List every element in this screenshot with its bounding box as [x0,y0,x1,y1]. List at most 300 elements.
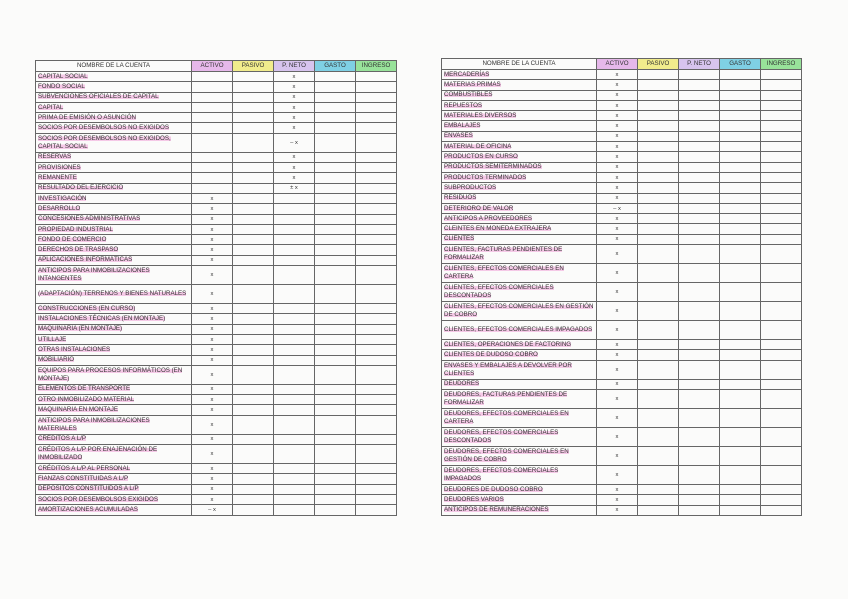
account-name-text: DEPÓSITOS CONSTITUIDOS A L/P [38,485,139,493]
cell-pasivo [233,92,274,102]
cell-activo: x [192,464,233,474]
cell-pneto [679,183,720,193]
cell-activo: x [597,340,638,350]
cell-activo [192,72,233,82]
cell-pneto: x [274,102,315,112]
cell-pasivo [638,505,679,515]
cell-gasto [720,505,761,515]
account-name-text: MAQUINARIA EN MONTAJE [38,406,118,414]
table-row [442,446,802,465]
account-name [442,224,597,234]
account-name-text: CLIENTES, EFECTOS COMERCIALES DESCONTADOS [444,284,554,300]
cell-gasto [315,152,356,162]
cell-ingreso [761,183,802,193]
cell-gasto [315,405,356,415]
account-name [442,360,597,379]
cell-gasto [315,415,356,434]
cell-pasivo [638,90,679,100]
account-name-text: DEUDORES VARIOS [444,495,504,503]
cell-activo: x [192,266,233,285]
cell-pasivo [233,72,274,82]
cell-activo [192,183,233,193]
account-name-text: CLEINTES EN MONEDA EXTRAJERA [444,225,552,233]
account-name-text: PRODUCTOS EN CURSO [444,153,518,161]
cell-ingreso [356,152,397,162]
cell-gasto [720,350,761,360]
cell-activo: x [597,214,638,224]
cell-activo: x [597,484,638,494]
cell-pneto [679,389,720,408]
account-name [36,193,192,203]
cell-pneto: ± x [274,183,315,193]
cell-ingreso [356,334,397,344]
cell-activo: x [597,224,638,234]
cell-activo: x [192,415,233,434]
account-name-text: CRÉDITOS A L/P POR ENAJENACIÓN DE INMOBILIZADO [38,446,158,462]
account-name [36,235,192,245]
cell-gasto [720,183,761,193]
table-row [442,408,802,427]
cell-gasto [315,345,356,355]
cell-pneto [679,152,720,162]
cell-ingreso [761,152,802,162]
cell-pasivo [233,255,274,265]
account-name [442,408,597,427]
account-name-text: CAPITAL SOCIAL [38,72,88,80]
table-row [442,142,802,152]
table-row [36,415,397,434]
cell-gasto [720,90,761,100]
cell-pneto [274,324,315,334]
cell-pneto [679,495,720,505]
cell-ingreso [761,302,802,321]
account-name [442,234,597,244]
cell-ingreso [356,484,397,494]
account-name-text: CLIENTES, EFECTOS COMERCIALES EN CARTERA [444,265,564,281]
cell-activo: x [597,264,638,283]
account-name [442,203,597,213]
cell-activo: x [597,321,638,340]
account-name-text: (ADAPTACIÓN) TERRENOS Y BIENES NATURALES [38,290,187,298]
cell-activo: x [192,224,233,234]
table-row [442,183,802,193]
cell-gasto [315,266,356,285]
cell-ingreso [761,408,802,427]
account-name-text: ENVASES Y EMBALAJES A DEVOLVER POR CLIENTES [444,361,572,377]
cell-pneto [679,427,720,446]
cell-gasto [720,224,761,234]
account-name-text: EQUIPOS PARA PROCESOS INFORMÁTICOS (EN MONTAJE) [38,366,183,382]
cell-pasivo [233,494,274,504]
account-name [442,465,597,484]
account-name-text: COMBUSTIBLES [444,91,493,99]
cell-activo: x [192,204,233,214]
cell-gasto [315,314,356,324]
account-name-text: RESIDUOS [444,194,477,202]
cell-pneto [679,203,720,213]
left-header-row [36,61,397,72]
cell-pasivo [233,133,274,152]
account-name-text: SOCIOS POR DESEMBOLSOS NO EXIGIDOS [38,124,169,132]
table-row [442,465,802,484]
cell-pasivo [638,427,679,446]
table-row [442,224,802,234]
cell-gasto [315,464,356,474]
cell-ingreso [761,264,802,283]
cell-pasivo [233,173,274,183]
cell-pneto: x [274,173,315,183]
account-name-text: CRÉDITOS A L/P AL PERSONAL [38,464,131,472]
cell-pneto [679,172,720,182]
account-name [36,285,192,304]
table-row [442,234,802,244]
cell-gasto [315,193,356,203]
table-row [36,384,397,394]
header-ingreso: INGRESO [356,61,397,72]
account-name [442,321,597,340]
account-name-text: INVESTIGACIÓN [38,194,87,202]
cell-ingreso [356,92,397,102]
cell-gasto [720,152,761,162]
cell-activo: x [192,405,233,415]
table-row [36,204,397,214]
cell-gasto [315,324,356,334]
cell-pasivo [233,304,274,314]
cell-activo: x [597,172,638,182]
cell-gasto [315,474,356,484]
account-name [442,505,597,515]
cell-gasto [720,193,761,203]
table-row [442,203,802,213]
table-row [442,152,802,162]
account-name [36,314,192,324]
account-name [442,100,597,110]
account-name-text: FONDO SOCIAL [38,82,85,90]
table-row [442,505,802,515]
cell-ingreso [356,102,397,112]
table-row [442,484,802,494]
cell-activo: x [597,379,638,389]
cell-activo: x [192,365,233,384]
cell-ingreso [761,379,802,389]
cell-gasto [720,465,761,484]
cell-pasivo [638,203,679,213]
cell-gasto [720,427,761,446]
cell-ingreso [761,203,802,213]
cell-gasto [315,505,356,515]
cell-pneto [274,245,315,255]
cell-pneto [274,415,315,434]
header-pasivo: PASIVO [233,61,274,72]
cell-pneto [274,345,315,355]
cell-activo [192,82,233,92]
table-row [36,405,397,415]
cell-pneto [679,234,720,244]
cell-pneto [274,285,315,304]
cell-pneto [274,224,315,234]
account-name-text: MATERIAL DE OFICINA [444,142,512,150]
cell-pneto [679,214,720,224]
account-name [36,266,192,285]
cell-pneto [274,445,315,464]
account-name-text: CLIENTES [444,235,475,243]
cell-activo: x [597,193,638,203]
table-row [36,92,397,102]
cell-pneto [274,395,315,405]
cell-pasivo [233,266,274,285]
account-name [36,415,192,434]
table-row [36,334,397,344]
account-name [36,304,192,314]
cell-pasivo [638,214,679,224]
cell-pasivo [638,389,679,408]
table-row [442,193,802,203]
cell-pneto [679,484,720,494]
cell-ingreso [761,389,802,408]
cell-activo: x [192,214,233,224]
cell-activo: x [192,334,233,344]
cell-pasivo [233,204,274,214]
account-name [442,340,597,350]
account-name [36,173,192,183]
account-name-text: ANTICIPOS A PROVEEDORES [444,214,533,222]
account-name-text: SOCIOS POR DESEMBOLSOS EXIGIDOS [38,495,158,503]
cell-gasto [315,255,356,265]
table-row [442,340,802,350]
table-row [442,264,802,283]
cell-ingreso [356,235,397,245]
account-name-text: EMBALAJES [444,122,481,130]
cell-pasivo [638,131,679,141]
table-row [36,235,397,245]
table-row [36,395,397,405]
account-name [442,70,597,80]
cell-ingreso [356,123,397,133]
cell-pasivo [638,121,679,131]
cell-ingreso [761,80,802,90]
cell-pasivo [233,365,274,384]
account-name-text: MATERIAS PRIMAS [444,80,501,88]
table-row [442,283,802,302]
account-name [442,283,597,302]
account-name [36,92,192,102]
account-name-text: CLIENTES, OPERACIONES DE FACTORING [444,340,572,348]
cell-activo: x [597,152,638,162]
cell-pneto: x [274,163,315,173]
account-name-text: FIANZAS CONSTITUIDAS A L/P [38,474,129,482]
cell-gasto [720,379,761,389]
cell-activo: x [192,355,233,365]
cell-pneto [679,100,720,110]
cell-pneto [679,142,720,152]
cell-ingreso [356,324,397,334]
cell-ingreso [356,445,397,464]
cell-pasivo [233,355,274,365]
cell-ingreso [356,183,397,193]
cell-gasto [315,334,356,344]
cell-pneto [274,505,315,515]
cell-gasto [315,123,356,133]
cell-ingreso [356,255,397,265]
cell-gasto [720,80,761,90]
cell-activo: x [597,360,638,379]
cell-activo: x [597,446,638,465]
table-row [442,131,802,141]
cell-pasivo [233,484,274,494]
table-row [442,214,802,224]
cell-pasivo [233,445,274,464]
cell-ingreso [356,266,397,285]
account-name [36,484,192,494]
table-row [36,82,397,92]
cell-ingreso [356,505,397,515]
account-name [36,494,192,504]
account-name [36,123,192,133]
account-name [36,464,192,474]
cell-pasivo [638,302,679,321]
cell-pneto [679,80,720,90]
account-name-text: CONSTRUCCIONES (EN CURSO) [38,304,136,312]
cell-pasivo [638,224,679,234]
cell-pasivo [638,234,679,244]
account-name-text: MERCADERÍAS [444,70,490,78]
cell-ingreso [761,121,802,131]
cell-pasivo [638,495,679,505]
account-name-text: DEUDORES, EFECTOS COMERCIALES IMPAGADOS [444,466,559,482]
account-name-text: DERECHOS DE TRASPASO [38,246,119,254]
cell-pasivo [233,474,274,484]
cell-pasivo [233,405,274,415]
table-row [442,495,802,505]
cell-pasivo [638,340,679,350]
cell-pasivo [638,172,679,182]
cell-gasto [315,484,356,494]
cell-activo: x [597,495,638,505]
cell-ingreso [356,464,397,474]
table-row [442,302,802,321]
cell-activo: x [597,121,638,131]
account-name-text: MAQUINARIA (EN MONTAJE) [38,325,123,333]
cell-activo: x [192,494,233,504]
cell-gasto [720,172,761,182]
cell-pasivo [233,102,274,112]
table-row [36,464,397,474]
cell-pneto: x [274,72,315,82]
cell-activo: x [597,427,638,446]
account-name [36,224,192,234]
cell-activo [192,102,233,112]
table-row [36,123,397,133]
cell-ingreso [356,434,397,444]
cell-ingreso [761,142,802,152]
table-row [36,214,397,224]
account-name-text: ANTICIPOS DE REMUNERACIONES [444,506,549,514]
cell-ingreso [356,72,397,82]
cell-activo: – x [192,505,233,515]
cell-pasivo [233,123,274,133]
account-name-text: CRÉDITOS A L/P [38,435,87,443]
account-name-text: SOCIOS POR DESEMBOLSOS NO EXIGIDOS, CAPITAL SOCIAL [38,134,171,150]
account-name-text: PRODUCTOS TERMINADOS [444,173,527,181]
account-name-text: INSTALACIONES TÉCNICAS (EN MONTAJE) [38,314,166,322]
cell-gasto [720,283,761,302]
table-row [36,183,397,193]
table-row [442,162,802,172]
cell-pasivo [233,152,274,162]
cell-activo: x [597,245,638,264]
left-accounts-table [35,60,397,516]
account-name [36,214,192,224]
cell-pneto: x [274,152,315,162]
account-name-text: OTRO INMOBILIZADO MATERIAL [38,395,135,403]
cell-pasivo [233,334,274,344]
cell-gasto [720,121,761,131]
cell-activo: – x [597,203,638,213]
cell-activo: x [192,245,233,255]
cell-gasto [720,111,761,121]
cell-ingreso [761,70,802,80]
cell-ingreso [356,193,397,203]
cell-pasivo [233,464,274,474]
cell-pasivo [233,214,274,224]
cell-activo: x [597,162,638,172]
cell-gasto [315,183,356,193]
table-row [36,304,397,314]
cell-pneto [274,355,315,365]
account-name [36,163,192,173]
cell-ingreso [356,474,397,484]
header-gasto: GASTO [720,59,761,70]
account-name-text: RESERVAS [38,153,72,161]
account-name [442,80,597,90]
account-name [442,350,597,360]
cell-gasto [315,224,356,234]
cell-pneto [274,235,315,245]
cell-pneto [274,494,315,504]
account-name-text: FONDO DE COMERCIO [38,235,107,243]
cell-pneto: x [274,113,315,123]
cell-pasivo [233,345,274,355]
account-name [36,334,192,344]
cell-pasivo [638,379,679,389]
cell-pneto [679,245,720,264]
table-row [36,255,397,265]
cell-activo: x [597,302,638,321]
cell-pneto [679,505,720,515]
table-row [36,314,397,324]
cell-gasto [720,389,761,408]
cell-gasto [315,102,356,112]
cell-pasivo [233,415,274,434]
cell-pneto [679,90,720,100]
cell-gasto [720,203,761,213]
cell-pasivo [233,113,274,123]
cell-activo: x [597,142,638,152]
account-name-text: SUBPRODUCTOS [444,183,497,191]
cell-ingreso [356,365,397,384]
account-name-text: DEUDORES, EFECTOS COMERCIALES EN GESTIÓN DE COBRO [444,447,569,463]
cell-ingreso [356,494,397,504]
cell-ingreso [761,495,802,505]
table-row [36,505,397,515]
cell-pneto [679,131,720,141]
cell-pneto [274,365,315,384]
cell-gasto [315,365,356,384]
cell-activo: x [597,283,638,302]
account-name-text: CLIENTES, FACTURAS PENDIENTES DE FORMALIZAR [444,246,563,262]
cell-pasivo [638,162,679,172]
cell-pneto [679,360,720,379]
